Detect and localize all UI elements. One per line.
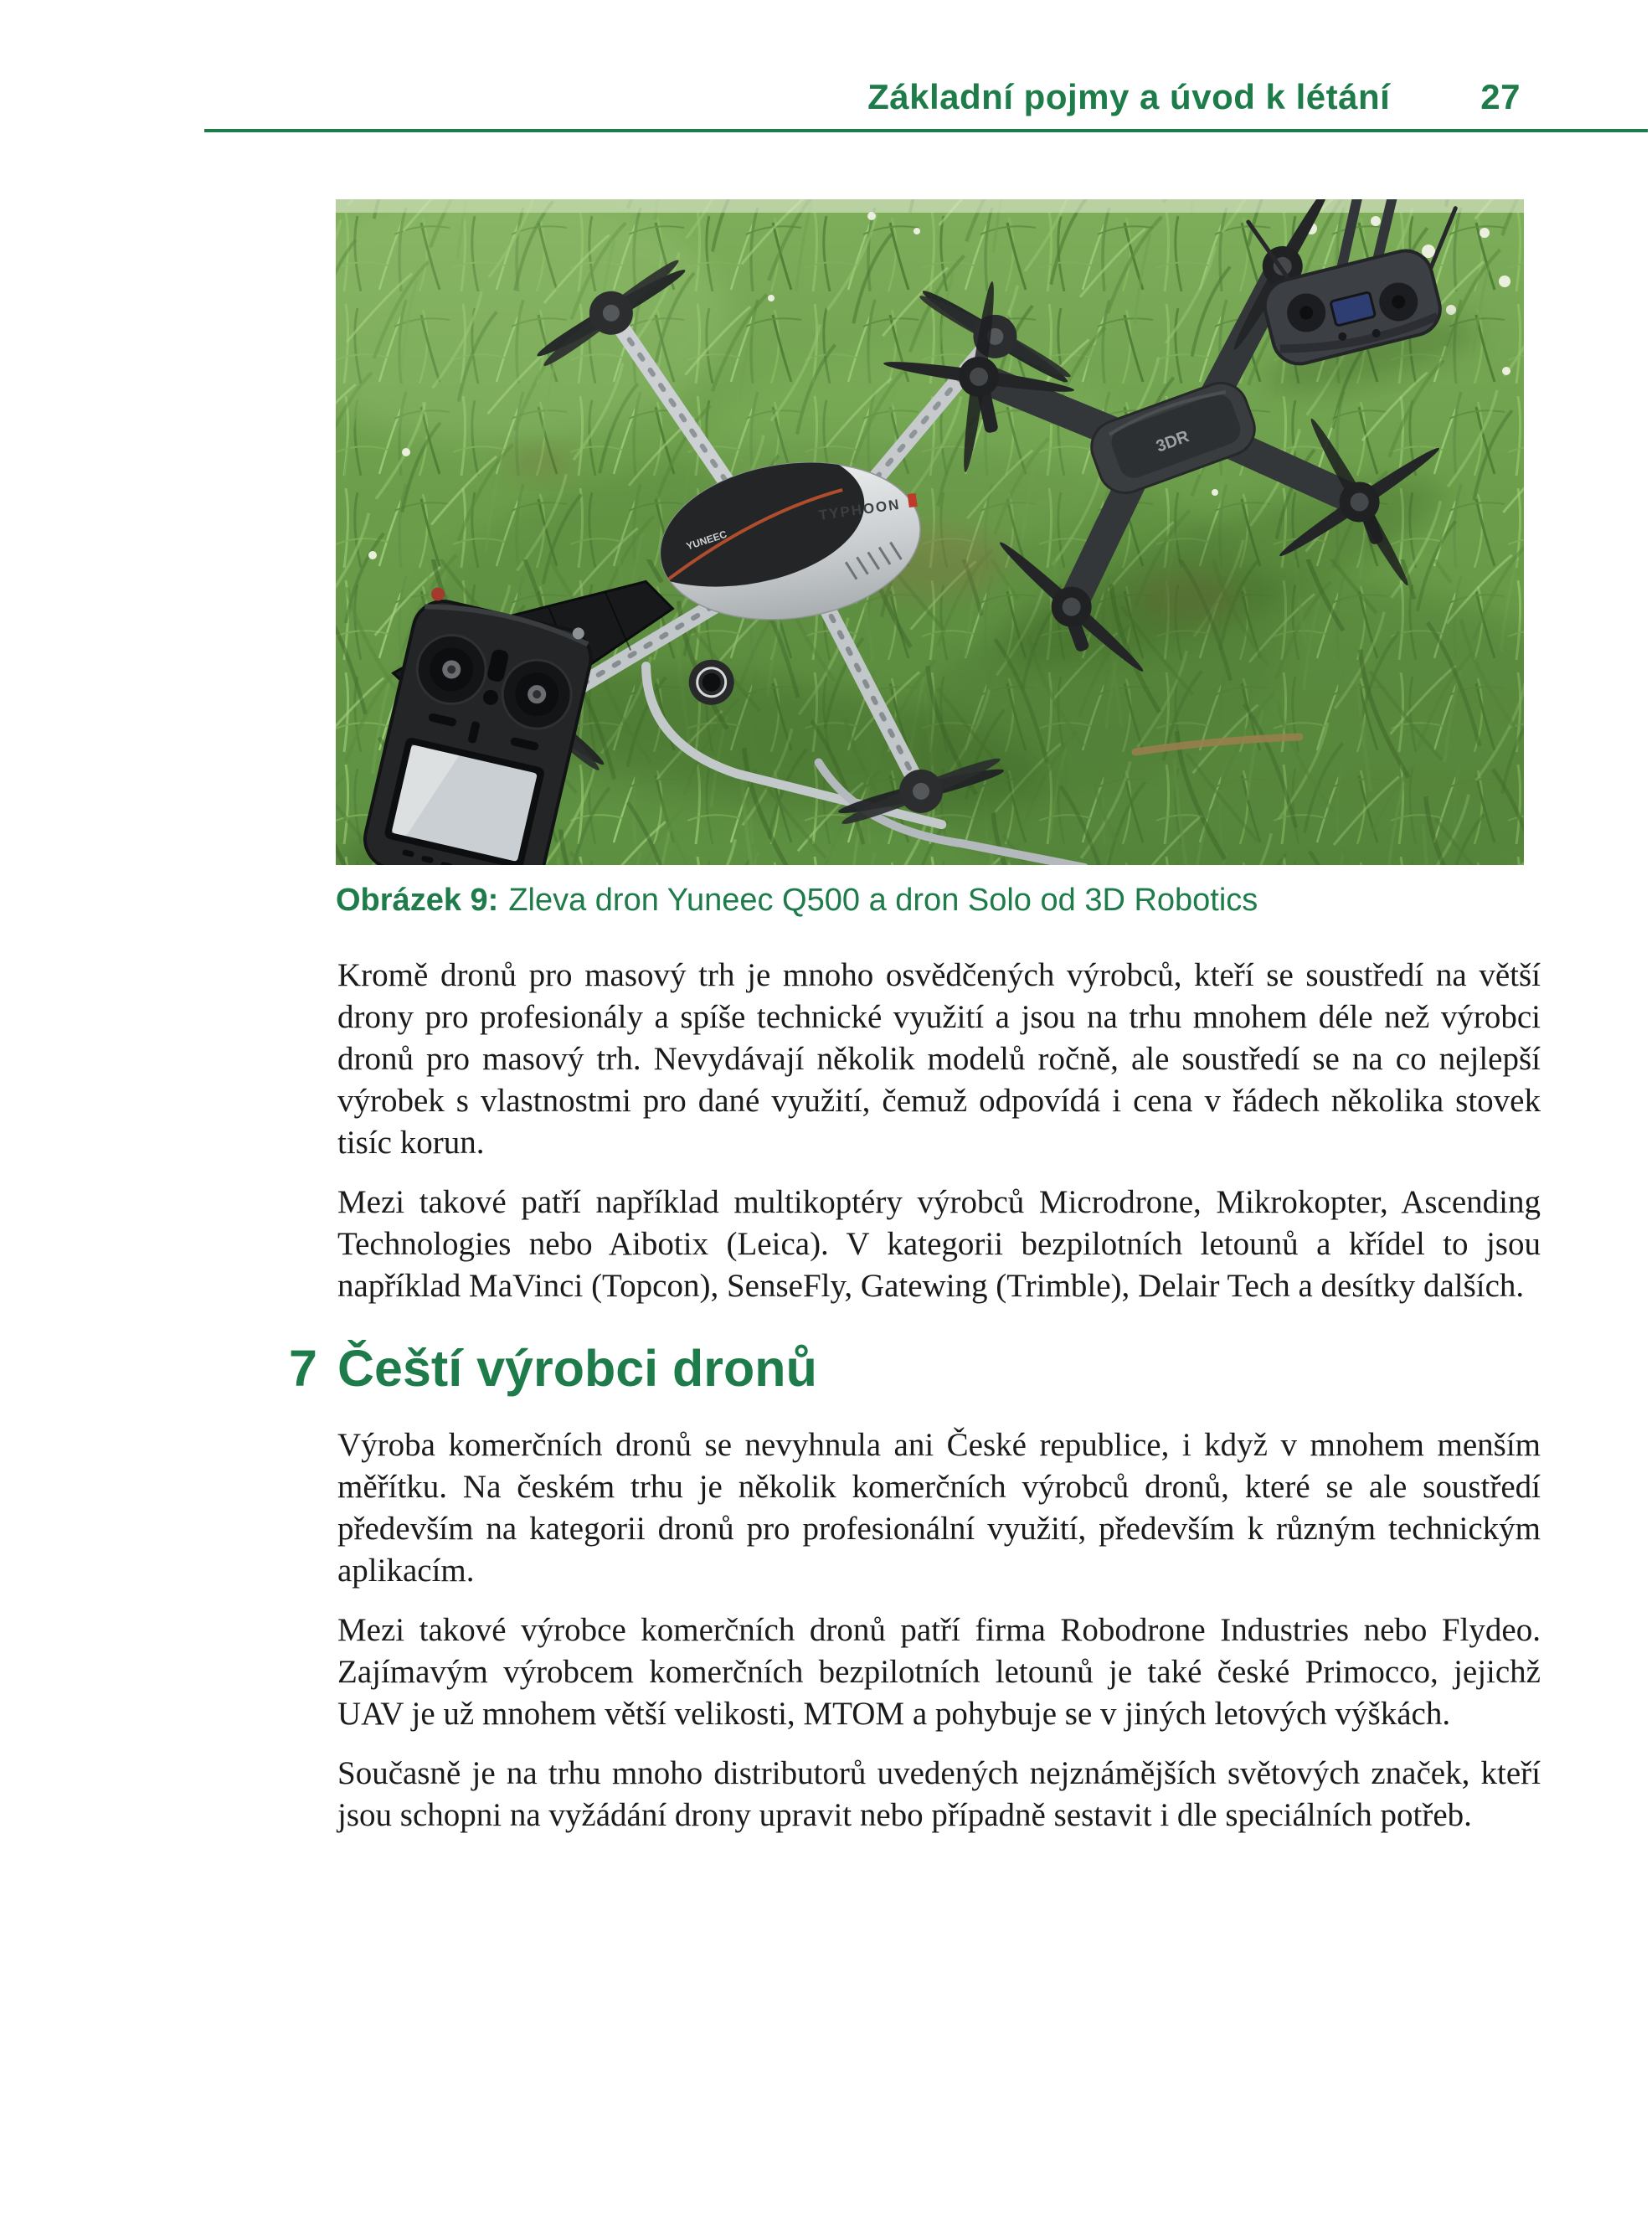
section-title: Čeští výrobci dronů <box>337 1340 817 1397</box>
paragraph-5: Současně je na trhu mnoho distributorů uvedených nejznámějších světových značek, kteří jsou schopni na vyžádání drony upravit nebo případně sestavit i dle speciálních potřeb. <box>337 1755 1541 1833</box>
figure-caption-text: Zleva dron Yuneec Q500 a dron Solo od 3D Robotics <box>508 883 1258 918</box>
typhoon-label: TYPHOON <box>817 496 902 524</box>
figure-photo <box>336 199 1524 865</box>
page-number: 27 <box>1480 77 1521 116</box>
section-number: 7 <box>289 1340 317 1397</box>
paragraph-3: Výroba komerčních dronů se nevyhnula ani České republice, i když v mnohem menším měřítku. Na českém trhu je několik komerčních výrobců dronů, které se ale soustředí především na kategorii dronů pro profesionální využití, především k různým technickým aplikacím. <box>337 1427 1541 1589</box>
figure-caption <box>336 881 1524 919</box>
paragraph-4: Mezi takové výrobce komerčních dronů patří firma Robodrone Industries nebo Flydeo. Zajímavým výrobcem komerčních bezpilotních letounů je také české Primocco, jejichž UAV je už mnohem větší velikosti, MTOM a pohybuje se v jiných letových výškách. <box>337 1612 1541 1732</box>
paragraph-1: Kromě dronů pro masový trh je mnoho osvědčených výrobců, kteří se soustředí na větší drony pro profesionály a spíše technické využití a jsou na trhu mnohem déle než výrobci dronů pro masový trh. Nevydávají několik modelů ročně, ale soustředí se na co nejlepší výrobek s vlastnostmi pro dané využití, čemuž odpovídá i cena v řádech několika stovek tisíc korun. <box>337 957 1541 1161</box>
chapter-title: Základní pojmy a úvod k létání <box>867 77 1391 116</box>
body-text <box>289 955 1541 1854</box>
solo-3dr-label: 3DR <box>1153 427 1192 456</box>
running-head <box>204 0 1648 132</box>
paragraph-2: Mezi takové patří například multikoptéry výrobců Microdrone, Mikrokopter, Ascending Technologies nebo Aibotix (Leica). V kategorii bezpilotních letounů a křídel to jsou například MaVinci (Topcon), SenseFly, Gatewing (Trimble), Delair Tech a desítky dalších. <box>337 1184 1541 1304</box>
yuneec-label: YUNEEC <box>684 528 728 553</box>
figure-caption-label: Obrázek 9: <box>336 883 499 918</box>
section-heading <box>289 1338 1541 1398</box>
